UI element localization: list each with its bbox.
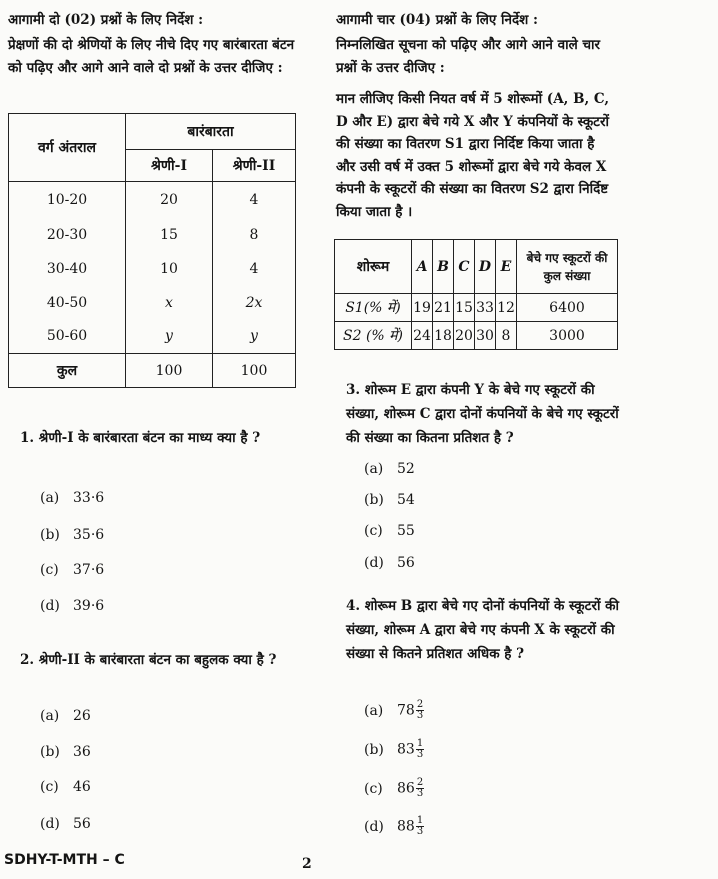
header-showroom: शोरूम <box>335 240 412 294</box>
showroom-table: शोरूम A B C D E बेचे गए स्कूटरों की कुल संख्या S1(% में) 19 21 15 33 12 6400 S2 (% में) 24 18 20 30 8 3000 <box>334 239 618 350</box>
header-total-scooters: बेचे गए स्कूटरों की कुल संख्या <box>517 240 618 294</box>
table-total-row: कुल 100 100 <box>9 354 296 388</box>
fraction: $\frac{2}{3}$ <box>416 777 424 799</box>
q4-option-a[interactable]: (a) 78 $\frac{2}{3}$ <box>364 699 424 721</box>
q3-option-c[interactable]: (c) 55 <box>364 523 415 539</box>
header-frequency: बारंबारता <box>126 114 296 150</box>
question-3: 3. शोरूम E द्वारा कंपनी Y के बेचे गए स्कूटरों की संख्या, शोरूम C द्वारा दोनों कंपनियों के बेचे गए स्कूटरों की संख्या का कितना प्रतिशत है ? <box>346 382 619 446</box>
table-row: 10-20 20 4 <box>9 182 296 218</box>
q1-option-a[interactable]: (a) 33·6 <box>40 490 105 506</box>
right-directions-text: निम्नलिखित सूचना को पढ़िए और आगे आने वाले चार प्रश्नों के उत्तर दीजिए : <box>336 37 601 76</box>
q3-option-b[interactable]: (b) 54 <box>364 492 415 508</box>
left-directions-heading: आगामी दो (02) प्रश्नों के लिए निर्देश : <box>8 12 204 28</box>
header-series-2: श्रेणी-II <box>213 150 296 182</box>
question-1: 1. श्रेणी-I के बारंबारता बंटन का माध्य क्या है ? <box>20 430 261 446</box>
q4-option-c[interactable]: (c) 86 $\frac{2}{3}$ <box>364 777 424 799</box>
q4-option-b[interactable]: (b) 83 $\frac{1}{3}$ <box>364 738 424 760</box>
table-row: 30-40 10 4 <box>9 252 296 286</box>
q2-option-d[interactable]: (d) 56 <box>40 816 91 832</box>
header-series-1: श्रेणी-I <box>126 150 213 182</box>
q3-option-d[interactable]: (d) 56 <box>364 555 415 571</box>
left-directions-text: प्रेक्षणों की दो श्रेणियों के लिए नीचे दिए गए बारंबारता बंटन को पढ़िए और आगे आने वाले दो प्रश्नों के उत्तर दीजिए : <box>8 37 295 76</box>
q2-option-c[interactable]: (c) 46 <box>40 779 91 795</box>
right-scenario-text: मान लीजिए किसी नियत वर्ष में 5 शोरूमों (A, B, C, D और E) द्वारा बेचे गये X और Y कंपनियों के स्कूटरों की संख्या का वितरण S1 द्वारा निर्दिष्ट किया जाता है और उसी वर्ष में उक्त 5 शोरूमों द्वारा बेचे गये केवल X कंपनी के स्कूटरों की संख्या का वितरण S2 द्वारा निर्दिष्ट किया जाता है । <box>336 91 610 220</box>
question-4: 4. शोरूम B द्वारा बेचे गए दोनों कंपनियों के स्कूटरों की संख्या, शोरूम A द्वारा बेचे गए कंपनी X के स्कूटरों की संख्या से कितने प्रतिशत अधिक है ? <box>346 598 620 662</box>
right-directions-heading: आगामी चार (04) प्रश्नों के लिए निर्देश : <box>336 12 539 28</box>
fraction: $\frac{1}{3}$ <box>416 815 424 837</box>
fraction: $\frac{1}{3}$ <box>416 738 424 760</box>
frequency-table <box>8 113 296 388</box>
q3-option-a[interactable]: (a) 52 <box>364 461 415 477</box>
header-class-interval: वर्ग अंतराल <box>9 114 126 182</box>
q1-option-d[interactable]: (d) 39·6 <box>40 598 105 614</box>
q2-option-b[interactable]: (b) 36 <box>40 744 91 760</box>
q2-option-a[interactable]: (a) 26 <box>40 708 91 724</box>
q1-option-b[interactable]: (b) 35·6 <box>40 527 105 543</box>
table-row: S1(% में) 19 21 15 33 12 6400 <box>335 294 618 322</box>
q4-option-d[interactable]: (d) 88 $\frac{1}{3}$ <box>364 815 424 837</box>
question-2: 2. श्रेणी-II के बारंबारता बंटन का बहुलक क्या है ? <box>20 652 277 668</box>
paper-code: SDHY-T-MTH – C <box>4 852 125 868</box>
table-row: 40-50 x 2x <box>9 286 296 320</box>
table-row: 20-30 15 8 <box>9 218 296 252</box>
fraction: $\frac{2}{3}$ <box>416 699 424 721</box>
page-number: 2 <box>302 856 312 872</box>
table-row: S2 (% में) 24 18 20 30 8 3000 <box>335 322 618 350</box>
table-row: 50-60 y y <box>9 320 296 354</box>
q1-option-c[interactable]: (c) 37·6 <box>40 562 105 578</box>
